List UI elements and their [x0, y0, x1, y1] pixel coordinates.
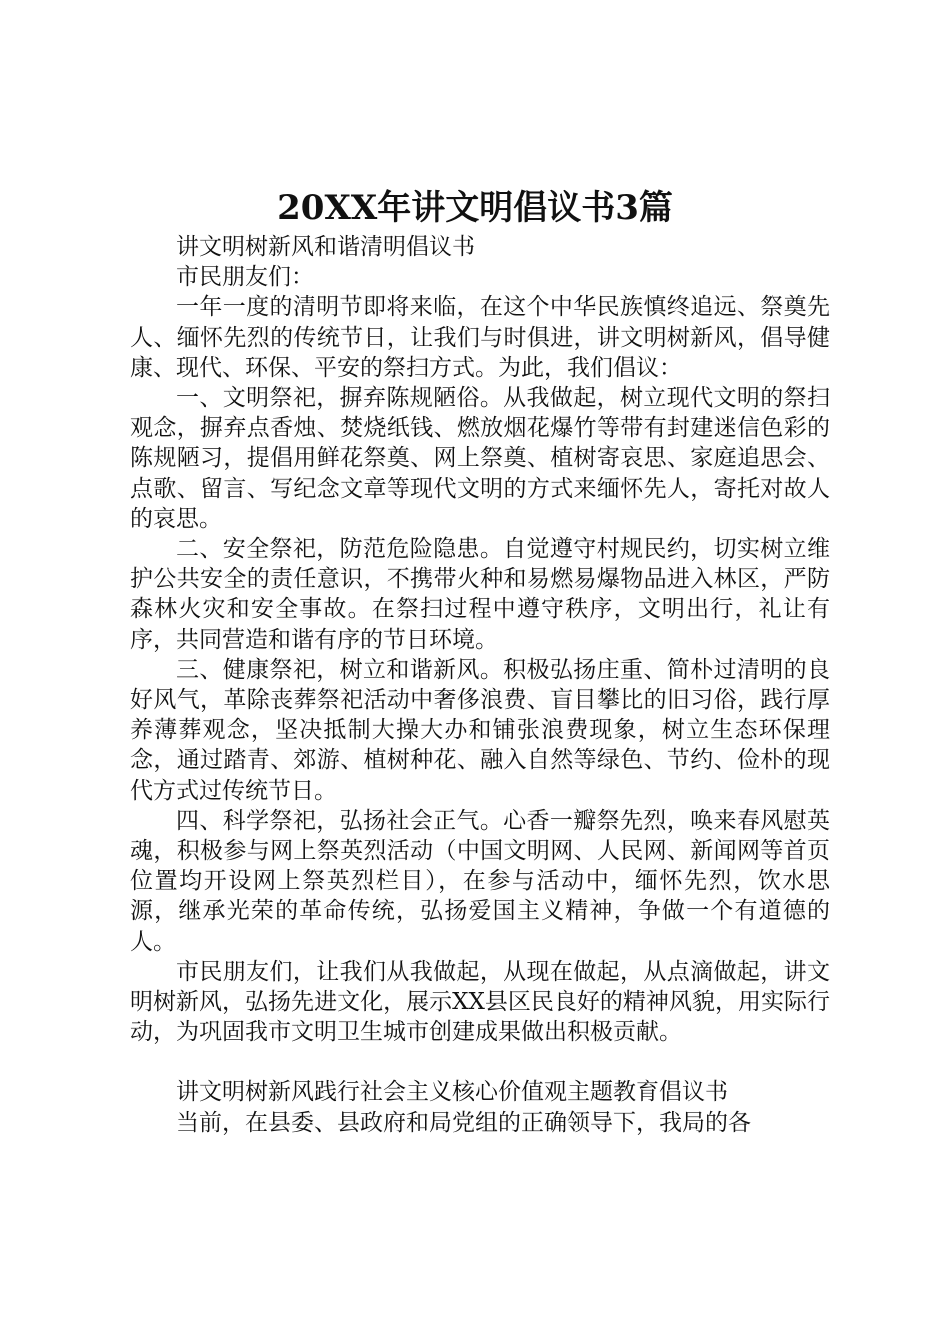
paragraph: 市民朋友们，让我们从我做起，从现在做起，从点滴做起，讲文明树新风，弘扬先进文化，展示XX县区民良好的精神风貌，用实际行动，为巩固我市文明卫生城市创建成果做出积极贡献。 — [130, 958, 830, 1046]
salutation: 市民朋友们： — [176, 264, 314, 291]
paragraph: 二、安全祭祀，防范危险隐患。自觉遵守村规民约，切实树立维护公共安全的责任意识，不携带火种和易燃易爆物品进入林区，严防森林火灾和安全事故。在祭扫过程中遵守秩序，文明出行，礼让有序，共同营造和谐有序的节日环境。 — [130, 536, 830, 653]
paragraph: 当前，在县委、县政府和局党组的正确领导下，我局的各 — [176, 1109, 751, 1136]
paragraph: 四、科学祭祀，弘扬社会正气。心香一瓣祭先烈，唤来春风慰英魂，积极参与网上祭英烈活动（中国文明网、人民网、新闻网等首页位置均开设网上祭英烈栏目），在参与活动中，缅怀先烈，饮水思源，继承光荣的革命传统，弘扬爱国主义精神，争做一个有道德的人。 — [130, 807, 830, 955]
section2-heading: 讲文明树新风践行社会主义核心价值观主题教育倡议书 — [176, 1079, 728, 1106]
paragraph: 一、文明祭祀，摒弃陈规陋俗。从我做起，树立现代文明的祭扫观念，摒弃点香烛、焚烧纸钱、燃放烟花爆竹等带有封建迷信色彩的陈规陋习，提倡用鲜花祭奠、网上祭奠、植树寄哀思、家庭追思会、点歌、留言、写纪念文章等现代文明的方式来缅怀先人，寄托对故人的哀思。 — [130, 385, 830, 532]
paragraph: 一年一度的清明节即将来临，在这个中华民族慎终追远、祭奠先人、缅怀先烈的传统节日，让我们与时俱进，讲文明树新风，倡导健康、现代、环保、平安的祭扫方式。为此，我们倡议： — [130, 294, 830, 381]
document-body — [130, 232, 830, 1138]
document-title: 20XX年讲文明倡议书3篇 — [277, 188, 673, 228]
paragraph: 三、健康祭祀，树立和谐新风。积极弘扬庄重、简朴过清明的良好风气，革除丧葬祭祀活动中奢侈浪费、盲目攀比的旧习俗，践行厚养薄葬观念，坚决抵制大操大办和铺张浪费现象，树立生态环保理念，通过踏青、郊游、植树种花、融入自然等绿色、节约、俭朴的现代方式过传统节日。 — [130, 656, 830, 804]
section-spacer — [130, 1047, 830, 1077]
section1-heading: 讲文明树新风和谐清明倡议书 — [176, 234, 475, 260]
